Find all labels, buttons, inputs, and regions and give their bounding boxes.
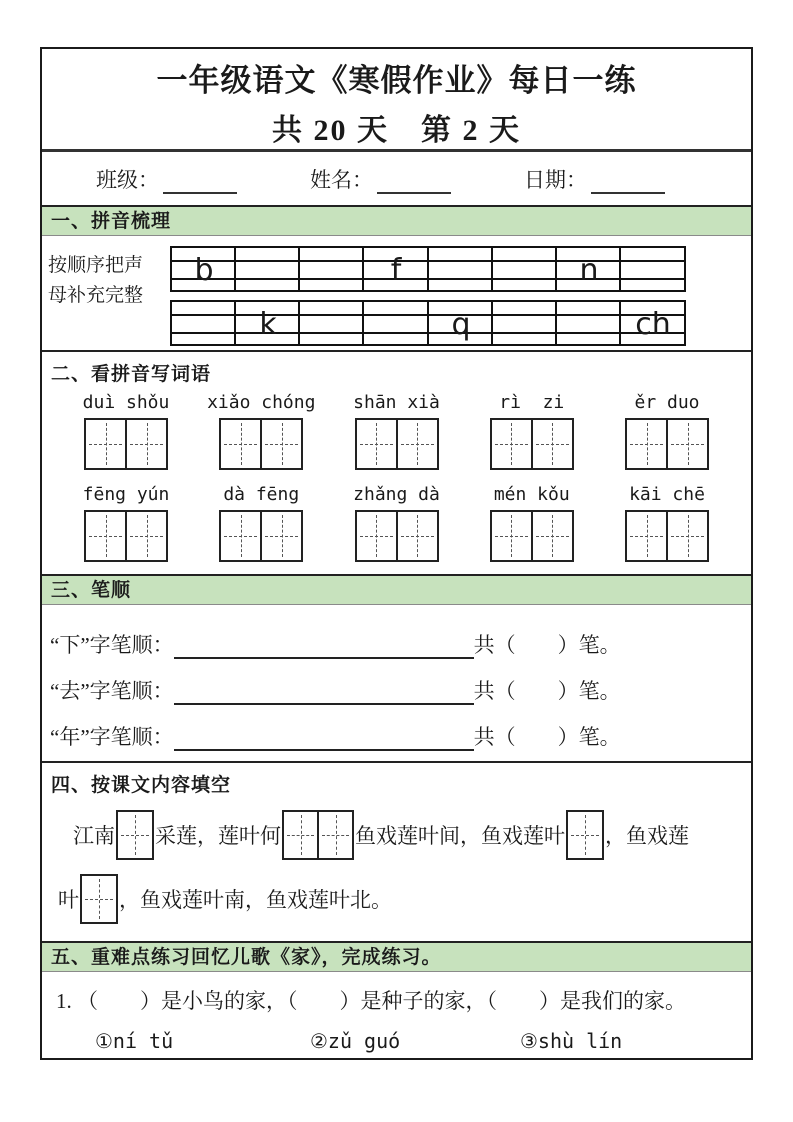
section2-header: 二、看拼音写词语 (42, 350, 751, 388)
writing-box-pair[interactable] (625, 510, 709, 562)
section4-content (42, 799, 751, 941)
pinyin-grid-2[interactable] (170, 300, 686, 346)
fill-text: 叶 (58, 888, 79, 912)
word-group (605, 484, 729, 562)
fill-text: 鱼戏莲叶间，鱼戏莲叶 (355, 824, 565, 848)
writing-box-pair[interactable] (625, 418, 709, 470)
writing-box-pair[interactable] (84, 418, 168, 470)
grid1-cell-2[interactable] (236, 248, 300, 294)
writing-box-pair[interactable] (355, 418, 439, 470)
stroke-answer-line[interactable] (174, 633, 474, 659)
grid1-cell-5[interactable] (429, 248, 493, 294)
fill-text: 采莲，莲叶何 (155, 824, 281, 848)
question-1: 1. （ ）是小鸟的家，（ ）是种子的家，（ ）是我们的家。 (56, 989, 686, 1013)
student-info-row (42, 152, 751, 205)
writing-box-pair[interactable] (84, 510, 168, 562)
pinyin-label: xiǎo chóng (207, 392, 316, 413)
fill-text: ，鱼戏莲 (605, 824, 689, 848)
fill-box[interactable] (116, 810, 154, 860)
section4-header: 四、按课文内容填空 (42, 761, 751, 799)
grid1-cell-3[interactable] (300, 248, 364, 294)
pinyin-label: ěr duo (634, 392, 700, 413)
grid2-cell-8[interactable]: ch (635, 307, 671, 342)
section5-header: 五、重难点练习回忆儿歌《家》，完成练习。 (42, 941, 751, 972)
section3-content (42, 605, 751, 761)
grid1-cell-6[interactable] (493, 248, 557, 294)
fill-text: 江南 (73, 824, 115, 848)
word-group (605, 392, 729, 470)
option-3: ③shù lín (520, 1029, 623, 1053)
fill-box-double[interactable] (282, 810, 354, 860)
stroke-count-prompt: 共（ ）笔。 (473, 725, 621, 749)
stroke-answer-line[interactable] (174, 725, 474, 751)
stroke-order-line (50, 659, 751, 705)
grid1-cell-4[interactable]: f (390, 253, 402, 288)
pinyin-label: duì shǒu (82, 392, 170, 413)
stroke-prompt: “去”字笔顺： (50, 679, 174, 703)
grid2-cell-6[interactable] (493, 302, 557, 348)
word-group (470, 392, 594, 470)
name-label: 姓名： (310, 167, 373, 192)
stroke-order-line (50, 613, 751, 659)
grid2-cell-3[interactable] (300, 302, 364, 348)
grid2-cell-7[interactable] (557, 302, 621, 348)
section3-header: 三、笔顺 (42, 574, 751, 605)
fill-text: ，鱼戏莲叶南，鱼戏莲叶北。 (119, 888, 392, 912)
stroke-order-line (50, 705, 751, 751)
page-subtitle: 共 20 天 第 2 天 (272, 114, 521, 147)
grid2-cell-1[interactable] (172, 302, 236, 348)
section1-content (42, 236, 751, 350)
section1-header: 一、拼音梳理 (42, 205, 751, 236)
instruction-line2: 母补充完整 (48, 285, 144, 306)
name-input-line[interactable] (377, 170, 451, 194)
date-label: 日期： (524, 167, 587, 192)
word-row-1 (42, 388, 751, 470)
instruction-line1: 按顺序把声 (48, 255, 144, 276)
options-row (42, 1015, 751, 1053)
word-group (335, 484, 459, 562)
grid1-cell-1[interactable]: b (194, 253, 214, 288)
class-label: 班级： (96, 167, 159, 192)
word-row-2 (42, 480, 751, 562)
stroke-count-prompt: 共（ ）笔。 (473, 679, 621, 703)
word-group (335, 392, 459, 470)
pinyin-grid-1[interactable] (170, 246, 686, 292)
date-input-line[interactable] (591, 170, 665, 194)
pinyin-label: shān xià (353, 392, 440, 413)
writing-box-pair[interactable] (490, 418, 574, 470)
word-group (64, 392, 188, 470)
writing-box-pair[interactable] (219, 418, 303, 470)
grid2-cell-4[interactable] (364, 302, 428, 348)
class-input-line[interactable] (163, 170, 237, 194)
writing-box-pair[interactable] (490, 510, 574, 562)
pinyin-label: kāi chē (629, 484, 705, 505)
writing-box-pair[interactable] (355, 510, 439, 562)
word-group (470, 484, 594, 562)
word-group (199, 484, 323, 562)
grid1-cell-7[interactable]: n (579, 253, 599, 288)
fill-box[interactable] (80, 874, 118, 924)
fill-box[interactable] (566, 810, 604, 860)
writing-box-pair[interactable] (219, 510, 303, 562)
pinyin-label: zhǎng dà (353, 484, 440, 505)
grid2-cell-5[interactable]: q (451, 307, 471, 342)
pinyin-label: fēng yún (82, 484, 170, 505)
title-block (42, 49, 751, 152)
option-1: ①ní tǔ (95, 1029, 174, 1053)
grid1-cell-8[interactable] (621, 248, 685, 294)
section1-instruction (42, 246, 170, 350)
stroke-prompt: “年”字笔顺： (50, 725, 174, 749)
grid2-cell-2[interactable]: k (259, 307, 277, 342)
option-2: ②zǔ guó (310, 1029, 401, 1053)
pinyin-label: dà fēng (223, 484, 300, 505)
stroke-prompt: “下”字笔顺： (50, 633, 174, 657)
worksheet-sheet (40, 47, 753, 1060)
pinyin-label: rì zi (499, 392, 565, 413)
page-title: 一年级语文《寒假作业》每日一练 (156, 63, 637, 98)
stroke-count-prompt: 共（ ）笔。 (473, 633, 621, 657)
stroke-answer-line[interactable] (174, 679, 474, 705)
word-group (199, 392, 323, 470)
word-group (64, 484, 188, 562)
pinyin-label: mén kǒu (493, 484, 570, 505)
